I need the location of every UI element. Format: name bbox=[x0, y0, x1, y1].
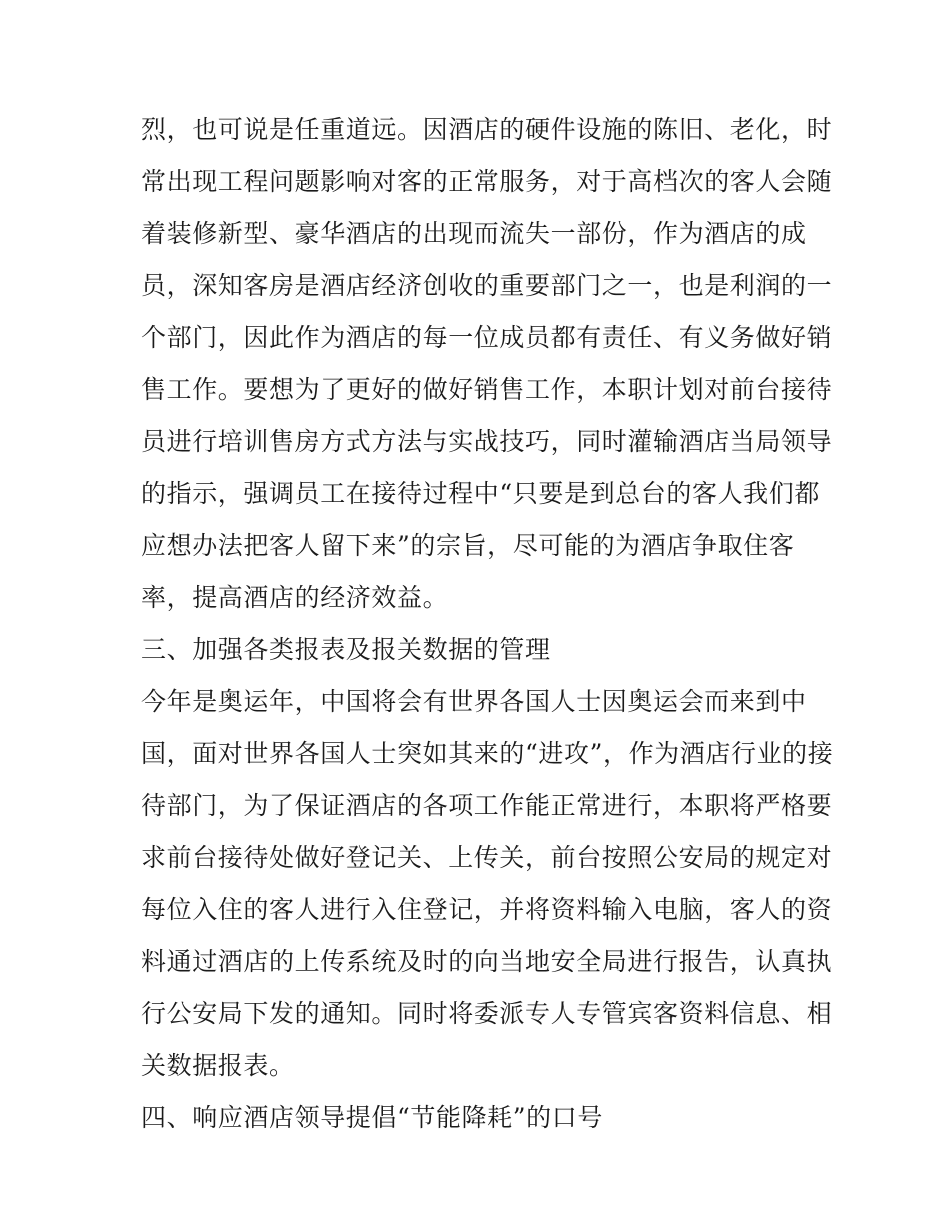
paragraph-line: 售工作。要想为了更好的做好销售工作，本职计划对前台接待 bbox=[141, 375, 833, 404]
paragraph-line: 着装修新型、豪华酒店的出现而流失一部份，作为酒店的成 bbox=[141, 219, 807, 248]
paragraph-line: 烈，也可说是任重道远。因酒店的硬件设施的陈旧、老化，时 bbox=[141, 115, 833, 144]
paragraph-line: 国，面对世界各国人士突如其来的“进攻”，作为酒店行业的接 bbox=[141, 739, 834, 768]
paragraph-line: 率，提高酒店的经济效益。 bbox=[141, 583, 449, 612]
paragraph-line: 常出现工程问题影响对客的正常服务，对于高档次的客人会随 bbox=[141, 167, 833, 196]
section-heading: 四、响应酒店领导提倡“节能降耗”的口号 bbox=[141, 1103, 603, 1132]
paragraph-line: 关数据报表。 bbox=[141, 1051, 295, 1080]
paragraph-line: 应想办法把客人留下来”的宗旨，尽可能的为酒店争取住客 bbox=[141, 531, 795, 560]
paragraph-line: 待部门，为了保证酒店的各项工作能正常进行，本职将严格要 bbox=[141, 791, 833, 820]
paragraph-line: 求前台接待处做好登记关、上传关，前台按照公安局的规定对 bbox=[141, 843, 833, 872]
paragraph-line: 行公安局下发的通知。同时将委派专人专管宾客资料信息、相 bbox=[141, 999, 833, 1028]
section-heading: 三、加强各类报表及报关数据的管理 bbox=[141, 635, 551, 664]
paragraph-line: 个部门，因此作为酒店的每一位成员都有责任、有义务做好销 bbox=[141, 323, 833, 352]
paragraph-line: 的指示，强调员工在接待过程中“只要是到总台的客人我们都 bbox=[141, 479, 820, 508]
paragraph-line: 员，深知客房是酒店经济创收的重要部门之一，也是利润的一 bbox=[141, 271, 833, 300]
paragraph-line: 今年是奥运年，中国将会有世界各国人士因奥运会而来到中 bbox=[141, 687, 807, 716]
paragraph-line: 料通过酒店的上传系统及时的向当地安全局进行报告，认真执 bbox=[141, 947, 833, 976]
paragraph-line: 员进行培训售房方式方法与实战技巧，同时灌输酒店当局领导 bbox=[141, 427, 833, 456]
paragraph-line: 每位入住的客人进行入住登记，并将资料输入电脑，客人的资 bbox=[141, 895, 833, 924]
